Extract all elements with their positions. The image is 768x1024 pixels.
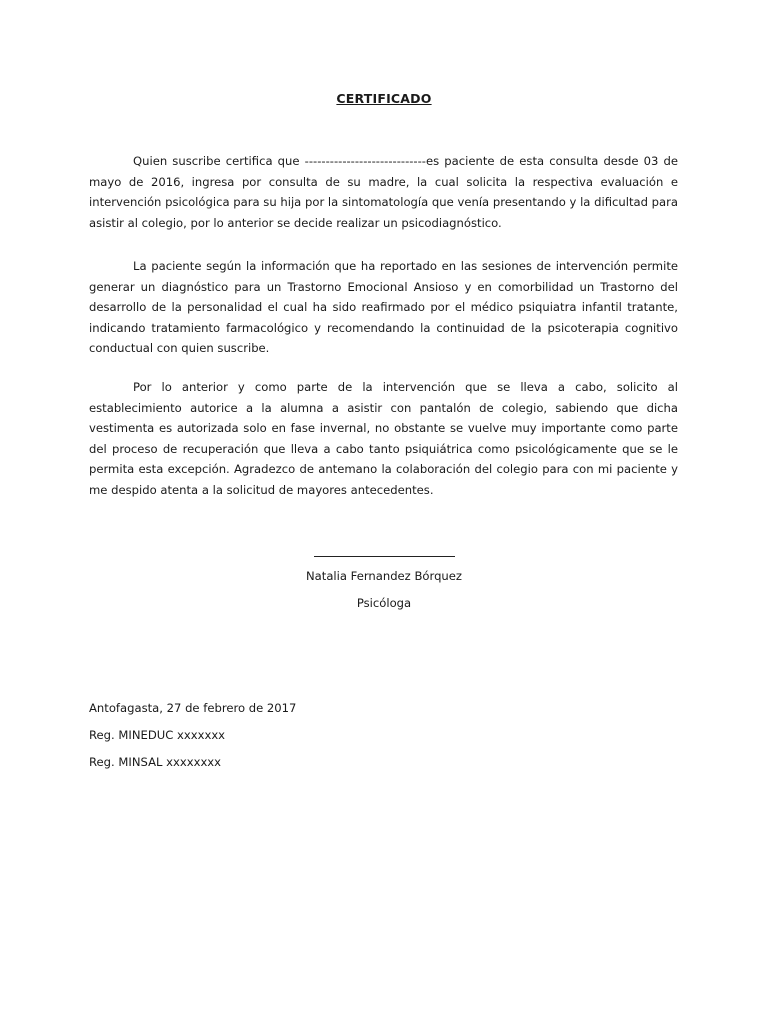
document-title: CERTIFICADO	[336, 91, 432, 106]
place-date: Antofagasta, 27 de febrero de 2017	[89, 701, 297, 715]
paragraph-request: Por lo anterior y como parte de la intervención que se lleva a cabo, solicito al establecimiento autorice a la alumna a asistir con pantalón de colegio, sabiendo que dicha vestimenta es autorizada solo en fase invernal, no obstante se vuelve muy importante como parte del proceso de recuperación que lleva a cabo tanto psiquiátrica como psicológicamente que se le permita esta excepción. Agradezco de antemano la colaboración del colegio para con mi paciente y me despido atenta a la solicitud de mayores antecedentes.	[89, 380, 678, 497]
paragraph-intro: Quien suscribe certifica que -----------------------------es paciente de esta consulta desde 03 de mayo de 2016, ingresa por consulta de su madre, la cual solicita la respectiva evaluación e intervención psicológica para su hija por la sintomatología que venía presentando y la dificultad para asistir al colegio, por lo anterior se decide realizar un psicodiagnóstico.	[89, 154, 678, 230]
signature-role: Psicóloga	[356, 596, 412, 610]
paragraph-diagnosis: La paciente según la información que ha reportado en las sesiones de intervención permite generar un diagnóstico para un Trastorno Emocional Ansioso y en comorbilidad un Trastorno del desarrollo de la personalidad el cual ha sido reafirmado por el médico psiquiatra infantil tratante, indicando tratamiento farmacológico y recomendando la continuidad de la psicoterapia cognitivo conductual con quien suscribe.	[89, 259, 678, 356]
signature-line	[314, 556, 455, 557]
reg-mineduc: Reg. MINEDUC xxxxxxx	[89, 728, 226, 742]
reg-minsal: Reg. MINSAL xxxxxxxx	[89, 755, 222, 769]
signature-name: Natalia Fernandez Bórquez	[306, 569, 462, 583]
